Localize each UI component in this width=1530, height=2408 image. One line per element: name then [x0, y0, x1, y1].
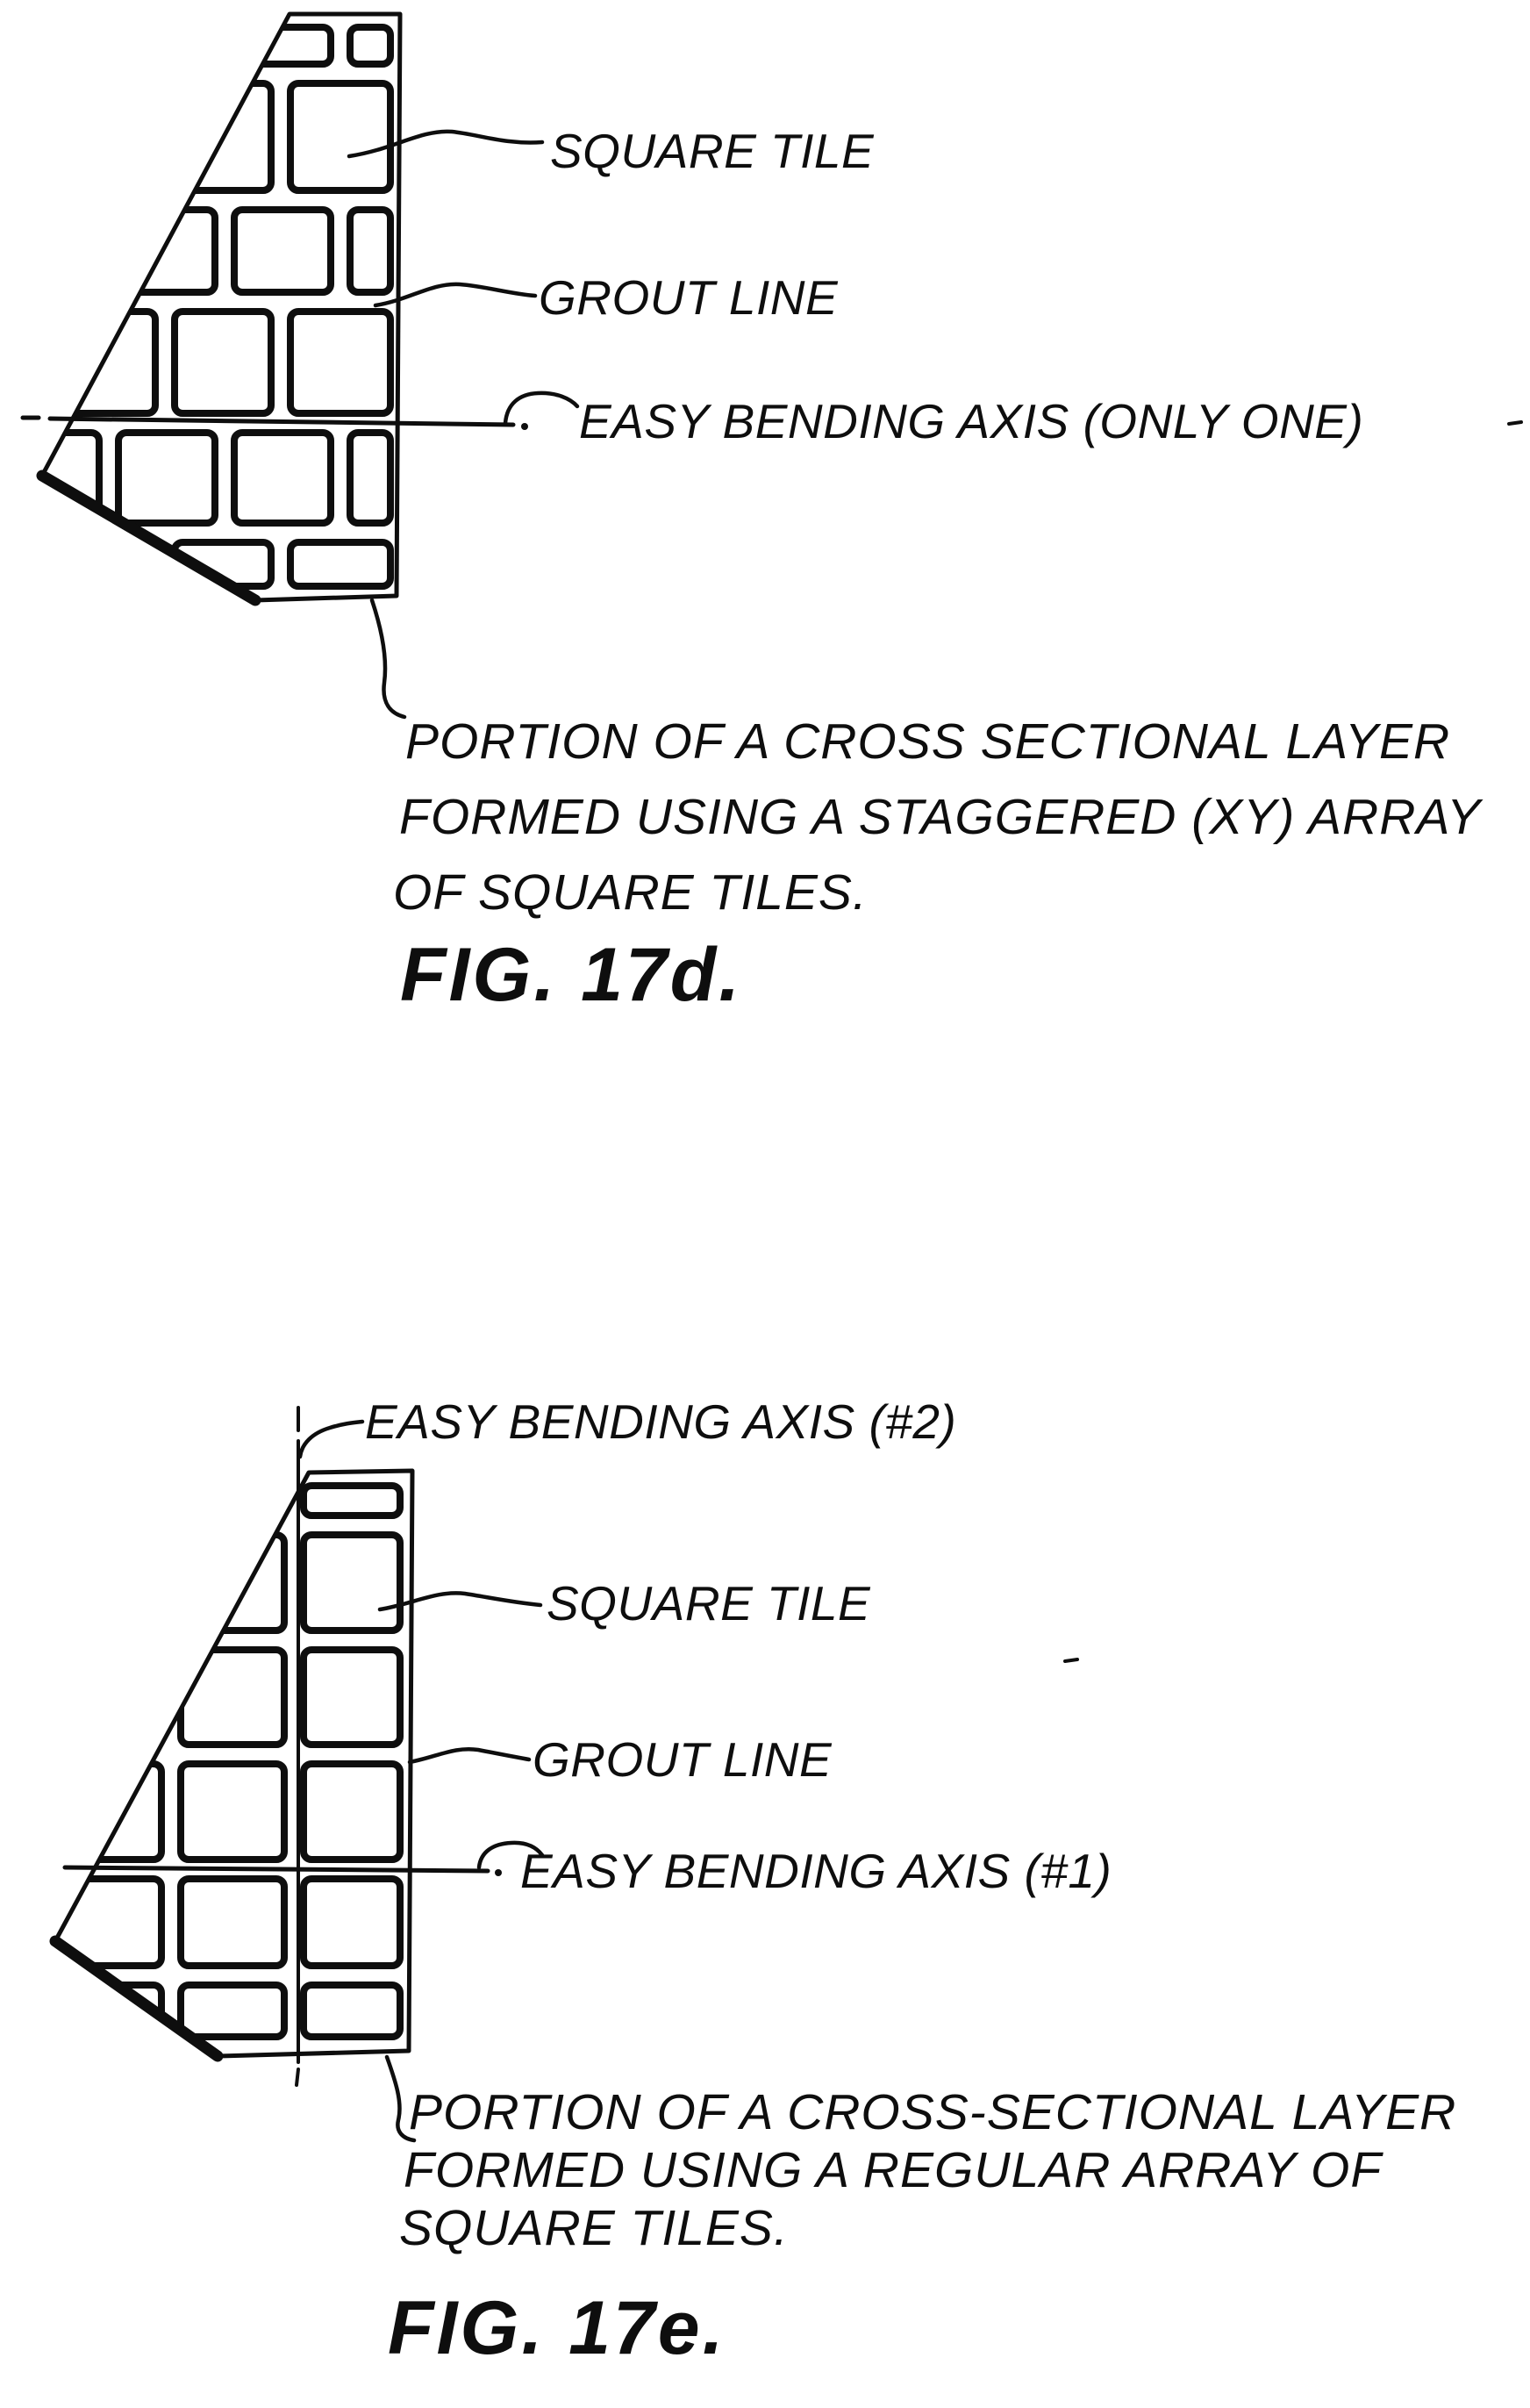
square-tile [23, 542, 155, 586]
square-tile [350, 27, 390, 64]
easy-bending-axis-line [50, 419, 513, 425]
square-tile-leader [380, 1593, 540, 1609]
caption-line-1: PORTION OF A CROSS SECTIONAL LAYER [405, 713, 1451, 770]
square-tile [181, 1764, 284, 1860]
axis-line-dot [521, 423, 528, 430]
square-tile [23, 83, 155, 190]
axis-label-leader-hook [505, 393, 577, 423]
square-tile [181, 1650, 284, 1745]
caption-line-3: SQUARE TILES. [399, 2200, 789, 2256]
square-tile [234, 433, 331, 523]
square-tile [118, 27, 215, 64]
figure-17d-drawing [23, 14, 1521, 1017]
square-tile [39, 1650, 161, 1745]
square-tile [118, 433, 215, 523]
easy-bending-axis-right-dash [1509, 422, 1521, 424]
axis-2-label-leader [300, 1422, 362, 1457]
square-tile [181, 1486, 284, 1516]
square-tile [23, 27, 99, 64]
square-tile [39, 1985, 161, 2037]
figure-17e-drawing [39, 1394, 1456, 2370]
easy-bending-axis-1-line [65, 1867, 488, 1871]
caption-line-3: OF SQUARE TILES. [393, 864, 868, 921]
square-tile [23, 312, 155, 413]
square-tile [234, 27, 331, 64]
easy-bending-axis-2-label: EASY BENDING AXIS (#2) [365, 1394, 957, 1449]
square-tile [304, 1650, 400, 1745]
square-tile [181, 1879, 284, 1966]
figure-17d-number: FIG. 17d. [400, 933, 743, 1017]
square-tile [175, 312, 271, 413]
grout-line-label: GROUT LINE [533, 1732, 833, 1787]
square-tile-label: SQUARE TILE [547, 1576, 871, 1630]
square-tile [290, 542, 390, 586]
square-tile [304, 1535, 400, 1630]
easy-bending-axis-2-bottom-dash [297, 2069, 298, 2085]
caption-line-1: PORTION OF A CROSS-SECTIONAL LAYER [409, 2084, 1457, 2140]
square-tile [234, 210, 331, 292]
square-tile [290, 83, 390, 190]
square-tile [290, 312, 390, 413]
square-tile [350, 210, 390, 292]
grout-line-leader [410, 1749, 529, 1762]
easy-bending-axis-label: EASY BENDING AXIS (ONLY ONE) [579, 394, 1364, 448]
square-tile [39, 1535, 161, 1630]
square-tile [39, 1879, 161, 1966]
easy-bending-axis-1-label: EASY BENDING AXIS (#1) [520, 1844, 1112, 1898]
caption-line-2: FORMED USING A STAGGERED (XY) ARRAY [399, 789, 1482, 845]
square-tile [118, 210, 215, 292]
axis-line-dot [495, 1869, 502, 1876]
figure-17e-number: FIG. 17e. [388, 2286, 726, 2370]
square-tile [23, 433, 99, 523]
square-tile [304, 1985, 400, 2037]
square-tile [39, 1486, 161, 1516]
grout-line-label: GROUT LINE [539, 270, 839, 325]
square-tile [350, 433, 390, 523]
regular-tile-array [39, 1486, 400, 2037]
square-tile [304, 1764, 400, 1860]
stray-ink-mark [1065, 1659, 1077, 1661]
square-tile-label: SQUARE TILE [550, 124, 875, 178]
square-tile [304, 1486, 400, 1516]
square-tile [23, 210, 99, 292]
caption-leader [372, 600, 404, 717]
caption-line-2: FORMED USING A REGULAR ARRAY OF [404, 2142, 1383, 2198]
square-tile [304, 1879, 400, 1966]
square-tile [181, 1985, 284, 2037]
